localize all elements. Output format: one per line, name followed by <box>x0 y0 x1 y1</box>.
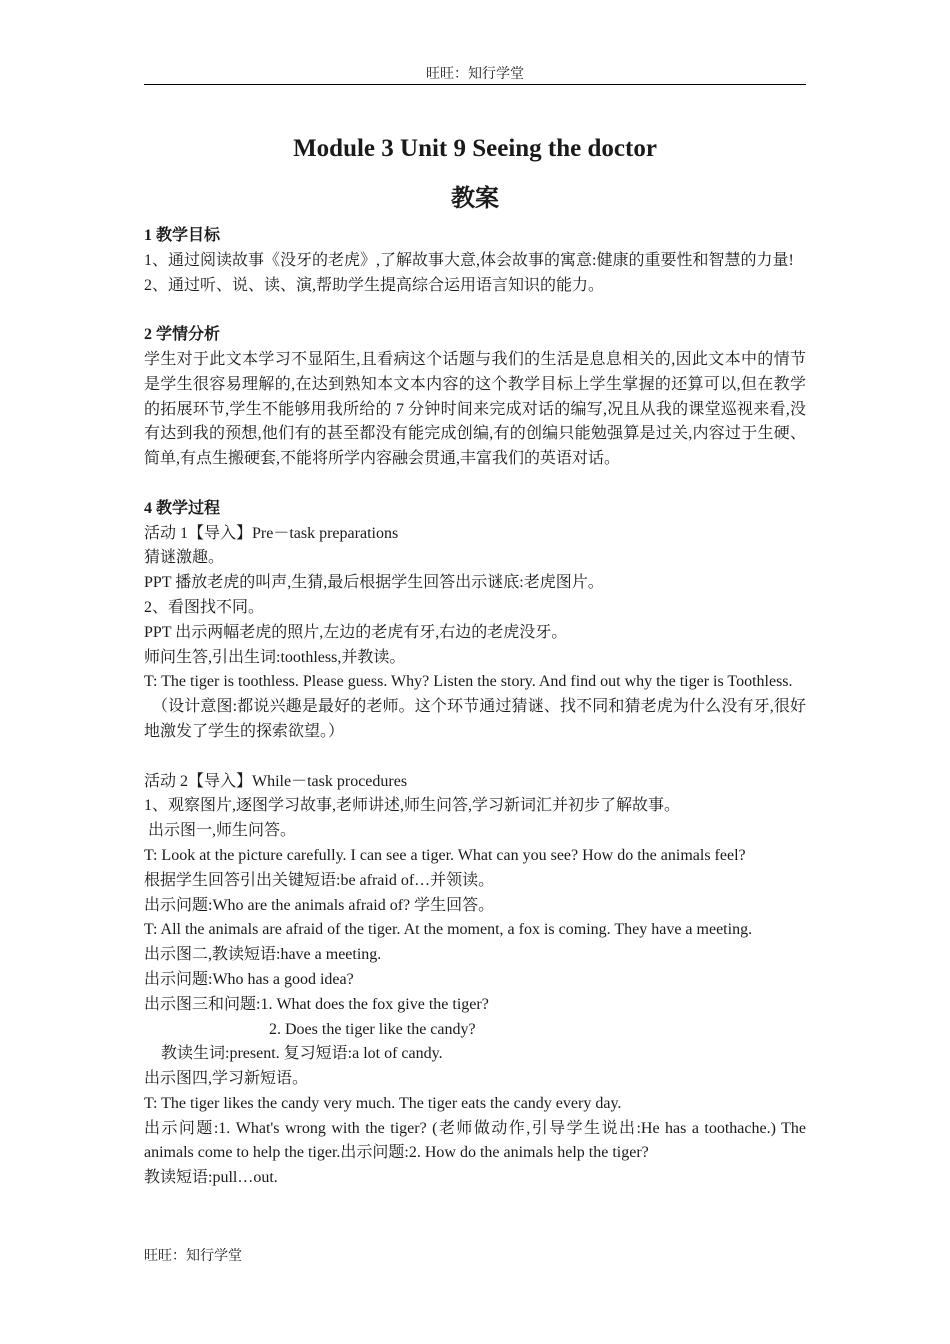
document-body <box>144 224 806 1191</box>
activity-title: 活动 1【导入】Pre－task preparations <box>144 524 399 542</box>
activity-line: T: The tiger likes the candy very much. The tiger eats the candy every day. <box>144 1094 622 1112</box>
header-divider <box>144 84 806 85</box>
goal-line: 1、通过阅读故事《没牙的老虎》,了解故事大意,体会故事的寓意:健康的重要性和智慧的力量! <box>144 251 794 269</box>
activity-line: 出示图二,教读短语:have a meeting. <box>144 946 382 964</box>
section-heading-analysis: 2 学情分析 <box>144 326 221 344</box>
section-heading-goals: 1 教学目标 <box>144 227 221 244</box>
activity-line: 教读短语:pull…out. <box>144 1169 278 1187</box>
activity-line: 出示问题:Who has a good idea? <box>144 970 354 988</box>
spacer <box>144 472 806 497</box>
document-subtitle: 教案 <box>451 186 499 212</box>
activity-line: PPT 出示两幅老虎的照片,左边的老虎有牙,右边的老虎没牙。 <box>144 623 568 641</box>
design-intent-note: （设计意图:都说兴趣是最好的老师。这个环节通过猜谜、找不同和猜老虎为什么没有牙,很好地激发了学生的探索欲望。） <box>144 698 806 740</box>
activity-line: 出示图四,学习新短语。 <box>144 1070 309 1088</box>
page-footer: 旺旺：知行学堂 <box>144 1249 242 1264</box>
activity-line: 出示问题:Who are the animals afraid of? 学生回答。 <box>144 896 495 914</box>
analysis-paragraph: 学生对于此文本学习不显陌生,且看病这个话题与我们的生活是息息相关的,因此文本中的情节是学生很容易理解的,在达到熟知本文本内容的这个教学目标上学生掌握的还算可以,但在教学的拓展环节,学生不能够用我所给的 7 分钟时间来完成对话的编写,况且从我的课堂巡视来看,没有达到我的预想,他们有的甚至都没有能完成创编,有的创编只能勉强算是过关,内容过于生硬、简单,有点生搬硬套,不能将所学内容融会贯通,丰富我们的英语对话。 <box>144 350 806 468</box>
section-heading-process: 4 教学过程 <box>144 499 221 517</box>
activity-title: 活动 2【导入】While－task procedures <box>144 772 408 790</box>
activity-line: T: All the animals are afraid of the tiger. At the moment, a fox is coming. They have a meeting. <box>144 921 753 939</box>
spacer <box>144 745 806 770</box>
activity-line: 师问生答,引出生词:toothless,并教读。 <box>144 648 406 666</box>
activity-line: 猜谜激趣。 <box>144 549 225 567</box>
goal-line: 2、通过听、说、读、演,帮助学生提高综合运用语言知识的能力。 <box>144 276 605 294</box>
activity-line: 出示图三和问题:1. What does the fox give the tiger? <box>144 995 489 1013</box>
activity-line: 出示图一,师生问答。 <box>144 822 297 840</box>
activity-line: 2、看图找不同。 <box>144 598 265 616</box>
activity-line: 2. Does the tiger like the candy? <box>269 1020 476 1038</box>
activity-line: 1、观察图片,逐图学习故事,老师讲述,师生问答,学习新词汇并初步了解故事。 <box>144 797 681 815</box>
spacer <box>144 298 806 323</box>
activity-line: 根据学生回答引出关键短语:be afraid of…并领读。 <box>144 871 495 889</box>
activity-line: PPT 播放老虎的叫声,生猜,最后根据学生回答出示谜底:老虎图片。 <box>144 574 604 592</box>
activity-line: T: Look at the picture carefully. I can see a tiger. What can you see? How do the animals feel? <box>144 846 746 864</box>
activity-line: 出示问题:1. What's wrong with the tiger? (老师做动作,引导学生说出:He has a toothache.) The animals come to help the tiger.出示问题:2. How do the animals help the tiger? <box>144 1119 806 1162</box>
document-title: Module 3 Unit 9 Seeing the doctor <box>293 135 657 162</box>
activity-line: T: The tiger is toothless. Please guess. Why? Listen the story. And find out why the tiger is Toothless. <box>144 673 793 691</box>
activity-line: 教读生词:present. 复习短语:a lot of candy. <box>161 1045 443 1063</box>
page-header: 旺旺：知行学堂 <box>426 67 524 82</box>
